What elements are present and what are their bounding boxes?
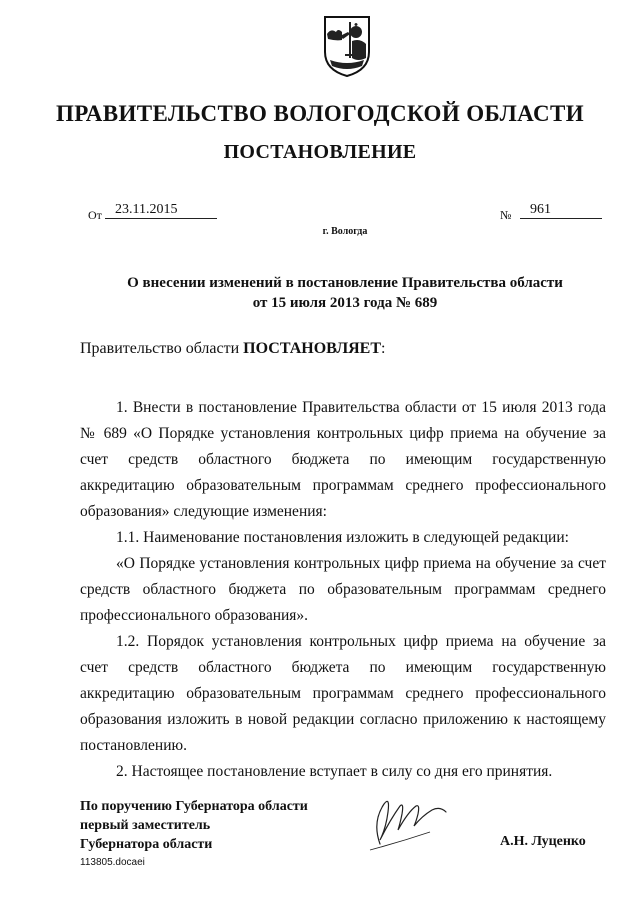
paragraph-1: 1. Внести в постановление Правительства области от 15 июля 2013 года № 689 «О Порядке установления контрольных цифр приема на обучение за счет средств областного бюджета по имеющим государственную аккредитацию образовательным программам среднего профессионального образования» следующие изменения: (80, 399, 606, 520)
document-subject (0, 273, 640, 313)
paragraph-quote: «О Порядке установления контрольных цифр приема на обучение за счет средств областного бюджета по образовательным программам среднего профессионального образования». (80, 555, 606, 624)
date-label: От (88, 208, 102, 222)
document-date: 23.11.2015 (105, 202, 217, 219)
preamble (80, 340, 385, 358)
preamble-suffix: : (381, 340, 386, 357)
paragraph-1-2: 1.2. Порядок установления контрольных цифр приема на обучение за счет средств областного бюджета по имеющим государственную аккредитацию образовательным программам среднего профессионального образования изложить в новой редакции согласно приложению к настоящему постановлению. (80, 633, 606, 754)
document-body (80, 395, 606, 785)
handwritten-signature (350, 782, 460, 862)
government-title: ПРАВИТЕЛЬСТВО ВОЛОГОДСКОЙ ОБЛАСТИ (55, 101, 585, 126)
subject-line-1: О внесении изменений в постановление Правительства области (127, 275, 563, 291)
paragraph-1-1: 1.1. Наименование постановления изложить в следующей редакции: (116, 529, 569, 546)
signatory-line-3: Губернатора области (80, 837, 213, 852)
file-reference: 113805.docaei (80, 857, 145, 868)
document-number: 961 (520, 202, 602, 219)
signatory-name: А.Н. Луценко (500, 834, 586, 849)
vologda-coat-of-arms-icon (322, 14, 372, 78)
preamble-decree-word: ПОСТАНОВЛЯЕТ (243, 340, 382, 357)
subject-line-2: от 15 июля 2013 года № 689 (252, 295, 438, 311)
number-label: № (500, 208, 512, 222)
signatory-title (80, 797, 308, 854)
paragraph-2: 2. Настоящее постановление вступает в силу со дня его принятия. (116, 763, 553, 780)
preamble-text: Правительство области (80, 340, 244, 357)
city-name: г. Вологда (322, 226, 368, 237)
document-type-title: ПОСТАНОВЛЕНИЕ (223, 141, 417, 163)
signatory-line-2: первый заместитель (80, 818, 211, 833)
signatory-line-1: По поручению Губернатора области (80, 799, 308, 814)
